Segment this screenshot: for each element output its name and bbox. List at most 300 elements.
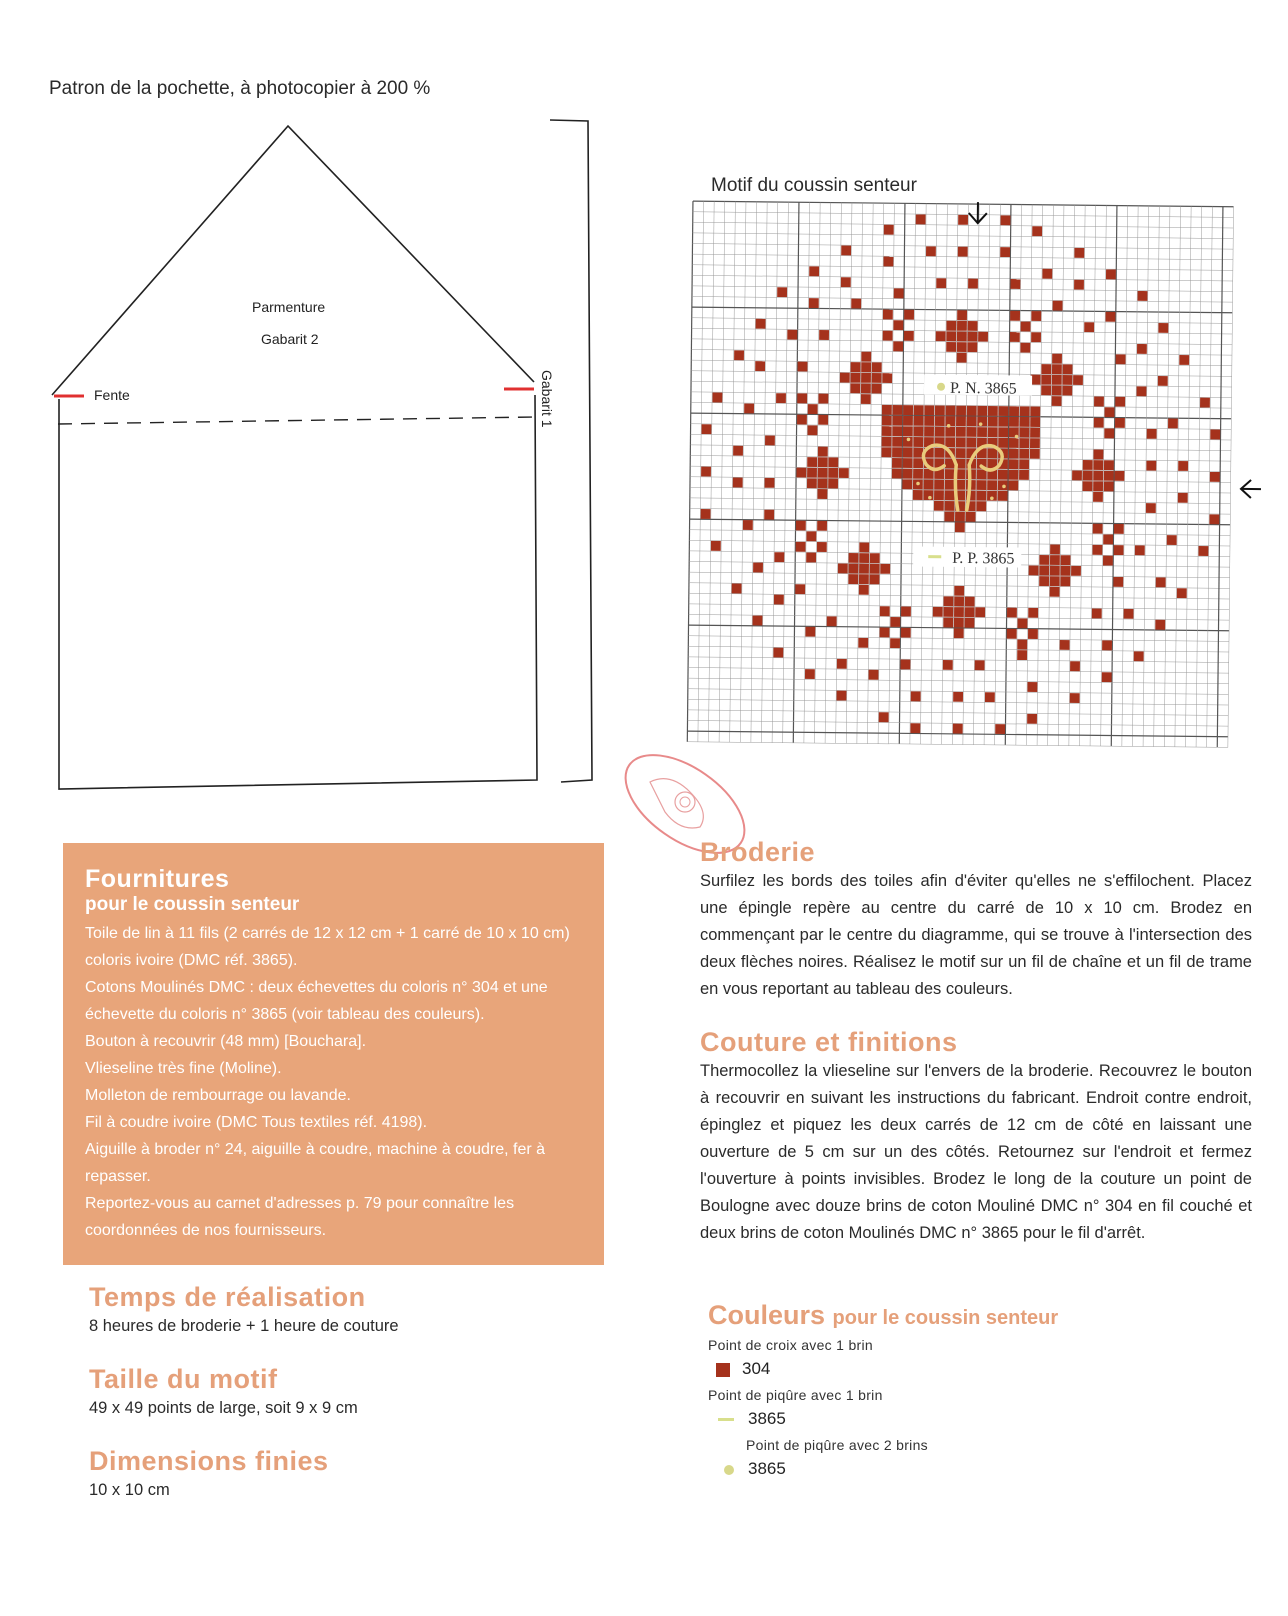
stitch-cell <box>796 542 806 552</box>
stitch-cell <box>1083 460 1093 470</box>
time-section <box>89 1282 609 1340</box>
stitch-cell <box>924 480 934 490</box>
stitch-cell <box>926 246 936 256</box>
stitch-cell <box>893 405 903 415</box>
stitch-cell <box>1030 428 1040 438</box>
stitch-cell <box>870 574 880 584</box>
stitch-cell <box>1050 544 1060 554</box>
stitch-cell <box>1147 429 1157 439</box>
grid-line <box>1185 206 1191 747</box>
stitch-cell <box>859 574 869 584</box>
grid-line <box>1143 206 1149 747</box>
stitch-cell <box>1060 640 1070 650</box>
grid-line <box>1048 205 1054 746</box>
stitch-cell <box>1106 312 1116 322</box>
stitch-cell <box>805 627 815 637</box>
stitch-cell <box>1094 418 1104 428</box>
grid-line <box>740 202 746 743</box>
grid-line <box>688 646 1229 652</box>
stitch-cell <box>837 691 847 701</box>
stitch-cell <box>805 669 815 679</box>
stitch-cell <box>1210 472 1220 482</box>
grid-line <box>688 667 1229 673</box>
stitch-cell <box>808 425 818 435</box>
legend-code: 304 <box>742 1359 771 1378</box>
stitch-cell <box>924 416 934 426</box>
stitch-cell <box>1008 470 1018 480</box>
size-title: Taille du motif <box>89 1364 278 1394</box>
stitch-cell <box>998 438 1008 448</box>
stitch-cell <box>818 468 828 478</box>
stitch-cell <box>753 616 763 626</box>
stitch-cell <box>818 394 828 404</box>
stitch-cell <box>945 427 955 437</box>
stitch-cell <box>954 628 964 638</box>
stitch-cell <box>958 247 968 257</box>
stitch-cell <box>1017 640 1027 650</box>
stitch-cell <box>967 406 977 416</box>
stitch-cell <box>858 638 868 648</box>
stitch-cell <box>956 427 966 437</box>
grid-line <box>878 203 884 744</box>
label-parmenture: Parmenture <box>252 299 326 315</box>
grid-line <box>772 202 778 743</box>
stitch-cell <box>957 331 967 341</box>
grid-line <box>692 265 1233 271</box>
stitch-cell <box>1105 407 1115 417</box>
stitch-cell <box>1135 545 1145 555</box>
stitch-cell <box>883 310 893 320</box>
legend-code: 3865 <box>748 1459 786 1478</box>
stitch-cell <box>1021 322 1031 332</box>
supplies-subtitle: pour le coussin senteur <box>85 894 300 915</box>
stitch-cell <box>1167 535 1177 545</box>
supplies-box <box>63 843 604 1265</box>
stitch-cell <box>998 417 1008 427</box>
center-arrow-top <box>969 202 987 223</box>
stitch-cell <box>776 393 786 403</box>
stitch-cell <box>966 438 976 448</box>
grid-line <box>692 297 1233 303</box>
stitch-cell <box>1137 344 1147 354</box>
stitch-cell <box>859 564 869 574</box>
stitch-cell <box>1050 576 1060 586</box>
stitch-cell <box>953 724 963 734</box>
stitch-cell <box>1072 471 1082 481</box>
stitch-cell <box>851 362 861 372</box>
stitch-cell <box>1178 493 1188 503</box>
size-text: 49 x 49 points de large, soit 9 x 9 cm <box>89 1399 358 1417</box>
stitch-cell <box>1106 269 1116 279</box>
stitch-cell <box>902 469 912 479</box>
legend-row-3865-backstitch <box>718 1409 1228 1429</box>
grid-line <box>783 202 789 743</box>
stitch-cell <box>756 319 766 329</box>
stitch-cell <box>872 362 882 372</box>
stitch-cell <box>851 299 861 309</box>
supplies-item: Fil à coudre ivoire (DMC Tous textiles réf. 4198). <box>85 1114 428 1131</box>
stitch-cell <box>839 468 849 478</box>
stitch-cell <box>732 584 742 594</box>
grid-line <box>1228 207 1234 748</box>
stitch-cell <box>978 332 988 342</box>
stitch-cell <box>850 373 860 383</box>
stitch-cell <box>946 331 956 341</box>
stitch-cell <box>913 469 923 479</box>
couture-text: Thermocollez la vlieseline sur l'envers de la broderie. Recouvrez le bouton à recouvrir en suivant les instructions du fabricant. Endroit contre endroit, épinglez et piquez les deux carrés de 12 cm de côté en laissant une ouverture de 5 cm sur un des côtés. Retournez sur l'endroit et fermez l'ouverture à points invisibles. Brodez le long de la couture un point de Boulogne avec douze brins de coton Mouliné DMC n° 304 en fil couché et deux brins de coton Moulinés DMC n° 3865 pour le fil d'arrêt. <box>700 1062 1252 1242</box>
stitch-cell <box>1031 311 1041 321</box>
stitch-cell <box>1019 438 1029 448</box>
stitch-cell <box>870 564 880 574</box>
stitch-cell <box>701 467 711 477</box>
stitch-cell <box>1158 323 1168 333</box>
stitch-cell <box>1093 450 1103 460</box>
stitch-cell <box>945 480 955 490</box>
stitch-cell <box>884 225 894 235</box>
stitch-cell <box>1032 226 1042 236</box>
stitch-cell <box>809 298 819 308</box>
stitch-cell <box>796 468 806 478</box>
supplies-item: Reportez-vous au carnet d'adresses p. 79 pour connaître les coordonnées de nos fournisseurs. <box>85 1195 515 1239</box>
stitch-cell <box>1019 470 1029 480</box>
stitch-cell <box>1104 428 1114 438</box>
stitch-cell <box>995 724 1005 734</box>
stitch-cell <box>796 521 806 531</box>
stitch-cell <box>924 405 934 415</box>
swatch-304 <box>716 1363 730 1377</box>
stitch-cell <box>755 361 765 371</box>
stitch-cell <box>859 542 869 552</box>
stitch-cell <box>944 512 954 522</box>
stitch-cell <box>872 384 882 394</box>
stitch-cell <box>1020 406 1030 416</box>
grid-line <box>719 201 725 742</box>
swatch-3865-dot <box>724 1465 734 1475</box>
stitch-cell <box>1009 459 1019 469</box>
grid-line <box>689 540 1230 546</box>
stitch-cell <box>1156 577 1166 587</box>
stitch-cell <box>903 405 913 415</box>
stitch-cell <box>1029 565 1039 575</box>
stitch-cell <box>883 331 893 341</box>
stitch-cell <box>1137 386 1147 396</box>
stitch-cell <box>819 330 829 340</box>
stitch-cell <box>1115 397 1125 407</box>
stitch-cell <box>1083 481 1093 491</box>
grid-line <box>692 275 1233 281</box>
colors-section <box>708 1300 1228 1479</box>
stitch-cell <box>913 490 923 500</box>
stitch-cell <box>1070 661 1080 671</box>
stitch-cell <box>968 279 978 289</box>
stitch-cell <box>837 659 847 669</box>
stitch-cell <box>892 447 902 457</box>
stitch-cell <box>774 595 784 605</box>
stitch-cell <box>827 616 837 626</box>
stitch-cell <box>764 510 774 520</box>
pouch-pattern-diagram <box>0 0 640 800</box>
stitch-cell <box>945 501 955 511</box>
stitch-cell <box>957 342 967 352</box>
stitch-cell <box>1009 449 1019 459</box>
stitch-cell <box>892 416 902 426</box>
stitch-cell <box>946 406 956 416</box>
stitch-cell <box>1001 215 1011 225</box>
stitch-cell <box>1158 376 1168 386</box>
stitch-cell <box>1019 449 1029 459</box>
stitch-cell <box>818 457 828 467</box>
stitch-cell <box>1039 555 1049 565</box>
stitch-cell <box>859 553 869 563</box>
stitch-cell <box>1177 588 1187 598</box>
grid-line <box>688 710 1229 716</box>
stitch-cell <box>798 362 808 372</box>
stitch-cell <box>1039 566 1049 576</box>
cross-stitch-chart <box>686 200 1264 780</box>
stitch-cell <box>945 416 955 426</box>
stitch-cell <box>1030 449 1040 459</box>
grid-line <box>1196 206 1202 747</box>
stitch-cell <box>987 480 997 490</box>
stitch-cell <box>1052 396 1062 406</box>
stitch-cell <box>1092 545 1102 555</box>
couture-title: Couture et finitions <box>700 1027 958 1057</box>
gabarit1-bracket <box>550 120 592 782</box>
pouch-outline <box>59 395 537 789</box>
stitch-cell <box>913 458 923 468</box>
stitch-cell <box>957 310 967 320</box>
stitch-cell <box>1092 609 1102 619</box>
stitch-cell <box>861 394 871 404</box>
stitch-cell <box>934 490 944 500</box>
stitch-cell <box>1115 418 1125 428</box>
stitch-cell <box>882 437 892 447</box>
stitch-cell <box>777 287 787 297</box>
stitch-cell <box>893 341 903 351</box>
stitch-cell <box>882 405 892 415</box>
stitch-cell <box>1060 576 1070 586</box>
supplies-item: Toile de lin à 11 fils (2 carrés de 12 x 12 cm + 1 carré de 10 x 10 cm) coloris ivoire (DMC réf. 3865). <box>85 925 570 969</box>
stitch-cell <box>1010 311 1020 321</box>
stitch-cell <box>1062 386 1072 396</box>
stitch-cell <box>985 692 995 702</box>
grid-line <box>761 202 767 743</box>
stitch-cell <box>828 479 838 489</box>
stitch-cell <box>712 393 722 403</box>
stitch-cell <box>881 447 891 457</box>
stitch-cell <box>936 278 946 288</box>
stitch-cell <box>1104 460 1114 470</box>
stitch-cell <box>1198 546 1208 556</box>
stitch-cell <box>901 607 911 617</box>
dims-title: Dimensions finies <box>89 1446 329 1476</box>
stitch-cell <box>977 470 987 480</box>
stitch-cell <box>956 437 966 447</box>
stitch-cell <box>965 618 975 628</box>
stitch-cell <box>841 245 851 255</box>
stitch-cell <box>879 712 889 722</box>
stitch-cell <box>914 405 924 415</box>
stitch-cell <box>880 564 890 574</box>
stitch-cell <box>1050 555 1060 565</box>
stitch-cell <box>1102 672 1112 682</box>
stitch-cell <box>934 448 944 458</box>
stitch-cell <box>958 215 968 225</box>
time-text: 8 heures de broderie + 1 heure de couture <box>89 1317 399 1335</box>
stitch-cell <box>817 542 827 552</box>
grid-line <box>1175 206 1181 747</box>
stitch-cell <box>787 330 797 340</box>
stitch-cell <box>1102 640 1112 650</box>
legend-code: 3865 <box>748 1409 786 1428</box>
stitch-cell <box>943 607 953 617</box>
motif-title: Motif du coussin senteur <box>711 175 917 196</box>
stitch-cell <box>806 553 816 563</box>
stitch-cell <box>1028 629 1038 639</box>
stitch-cell <box>1050 587 1060 597</box>
flap-outline <box>52 126 534 395</box>
stitch-cell <box>1020 428 1030 438</box>
stitch-cell <box>807 478 817 488</box>
stitch-cell <box>965 607 975 617</box>
stitch-cell <box>880 606 890 616</box>
stitch-cell <box>914 416 924 426</box>
stitch-cell <box>967 427 977 437</box>
stitch-cell <box>1083 471 1093 481</box>
stitch-cell <box>954 596 964 606</box>
stitch-cell <box>935 416 945 426</box>
swatch-3865-line <box>718 1418 734 1421</box>
stitch-cell <box>872 373 882 383</box>
stitch-cell <box>1093 460 1103 470</box>
stitch-cell <box>1146 461 1156 471</box>
stitch-cell <box>914 426 924 436</box>
label-pp: P. P. 3865 <box>952 549 1015 568</box>
stitch-cell <box>956 416 966 426</box>
supplies-item: Molleton de rembourrage ou lavande. <box>85 1087 351 1104</box>
stitch-cell <box>1018 618 1028 628</box>
stitch-cell <box>1000 247 1010 257</box>
stitch-cell <box>1093 524 1103 534</box>
stitch-cell <box>1020 343 1030 353</box>
stitch-cell <box>1063 364 1073 374</box>
stitch-cell <box>910 723 920 733</box>
stitch-cell <box>892 437 902 447</box>
grid-line <box>857 203 863 744</box>
stitch-cell <box>838 563 848 573</box>
stitch-cell <box>998 427 1008 437</box>
pattern-title: Patron de la pochette, à photocopier à 200 % <box>49 78 431 99</box>
grid-line <box>688 657 1229 663</box>
grid-line <box>688 678 1229 684</box>
grid-line <box>730 202 736 743</box>
grid-line <box>751 202 757 743</box>
stitch-cell <box>702 424 712 434</box>
grid-line <box>693 201 1234 207</box>
stitch-cell <box>1134 651 1144 661</box>
label-fente: Fente <box>94 387 130 403</box>
stitch-cell <box>1114 524 1124 534</box>
supplies-item: Bouton à recouvrir (48 mm) [Bouchara]. <box>85 1033 367 1050</box>
stitch-cell <box>849 553 859 563</box>
stitch-cell <box>1017 650 1027 660</box>
fold-line <box>58 417 535 424</box>
stitch-cell <box>880 628 890 638</box>
stitch-cell <box>1031 332 1041 342</box>
stitch-cell <box>1093 471 1103 481</box>
stitch-cell <box>807 468 817 478</box>
stitch-cell <box>1074 280 1084 290</box>
stitch-cell <box>977 480 987 490</box>
stitch-cell <box>977 427 987 437</box>
stitch-cell <box>765 435 775 445</box>
grid-line <box>1058 205 1064 746</box>
supplies-item: Cotons Moulinés DMC : deux échevettes du coloris n° 304 et une échevette du coloris n° 3865 (voir tableau des couleurs). <box>85 979 548 1023</box>
stitch-cell <box>1052 375 1062 385</box>
legend-caption: Point de croix avec 1 brin <box>708 1337 873 1353</box>
stitch-cell <box>882 416 892 426</box>
stitch-cell <box>817 489 827 499</box>
stitch-cell <box>869 670 879 680</box>
grid-line <box>1037 205 1043 746</box>
stitch-cell <box>733 446 743 456</box>
grid-line <box>1154 206 1160 747</box>
stitch-cell <box>998 491 1008 501</box>
stitch-cell <box>1027 682 1037 692</box>
stitch-cell <box>828 457 838 467</box>
colors-subtitle: pour le coussin senteur <box>832 1307 1059 1329</box>
stitch-cell <box>1010 279 1020 289</box>
stitch-cell <box>945 437 955 447</box>
stitch-cell <box>861 383 871 393</box>
supplies-title: Fournitures <box>85 865 230 893</box>
stitch-cell <box>1093 481 1103 491</box>
stitch-cell <box>1146 503 1156 513</box>
stitch-cell <box>806 531 816 541</box>
stitch-cell <box>1070 693 1080 703</box>
stitch-cell <box>1093 492 1103 502</box>
stitch-cell <box>916 214 926 224</box>
stitch-cell <box>701 509 711 519</box>
stitch-cell <box>1200 398 1210 408</box>
stitch-cell <box>1060 566 1070 576</box>
stitch-cell <box>955 522 965 532</box>
stitch-cell <box>841 277 851 287</box>
stitch-cell <box>987 448 997 458</box>
stitch-cell <box>892 426 902 436</box>
stitch-cell <box>957 353 967 363</box>
legend-row-3865-french-knot <box>724 1459 1228 1479</box>
stitch-cell <box>774 552 784 562</box>
stitch-cell <box>953 692 963 702</box>
stitch-cell <box>1052 364 1062 374</box>
stitch-cell <box>1008 480 1018 490</box>
stitch-cell <box>861 373 871 383</box>
stitch-cell <box>1030 438 1040 448</box>
grid-line <box>689 572 1230 578</box>
stitch-cell <box>999 406 1009 416</box>
stitch-cell <box>1042 269 1052 279</box>
stitch-cell <box>943 660 953 670</box>
stitch-cell <box>809 266 819 276</box>
stitch-cell <box>861 352 871 362</box>
stitch-cell <box>967 342 977 352</box>
stitch-cell <box>913 437 923 447</box>
stitch-cell <box>967 416 977 426</box>
stitch-cell <box>1007 608 1017 618</box>
stitch-cell <box>954 618 964 628</box>
stitch-cell <box>848 574 858 584</box>
